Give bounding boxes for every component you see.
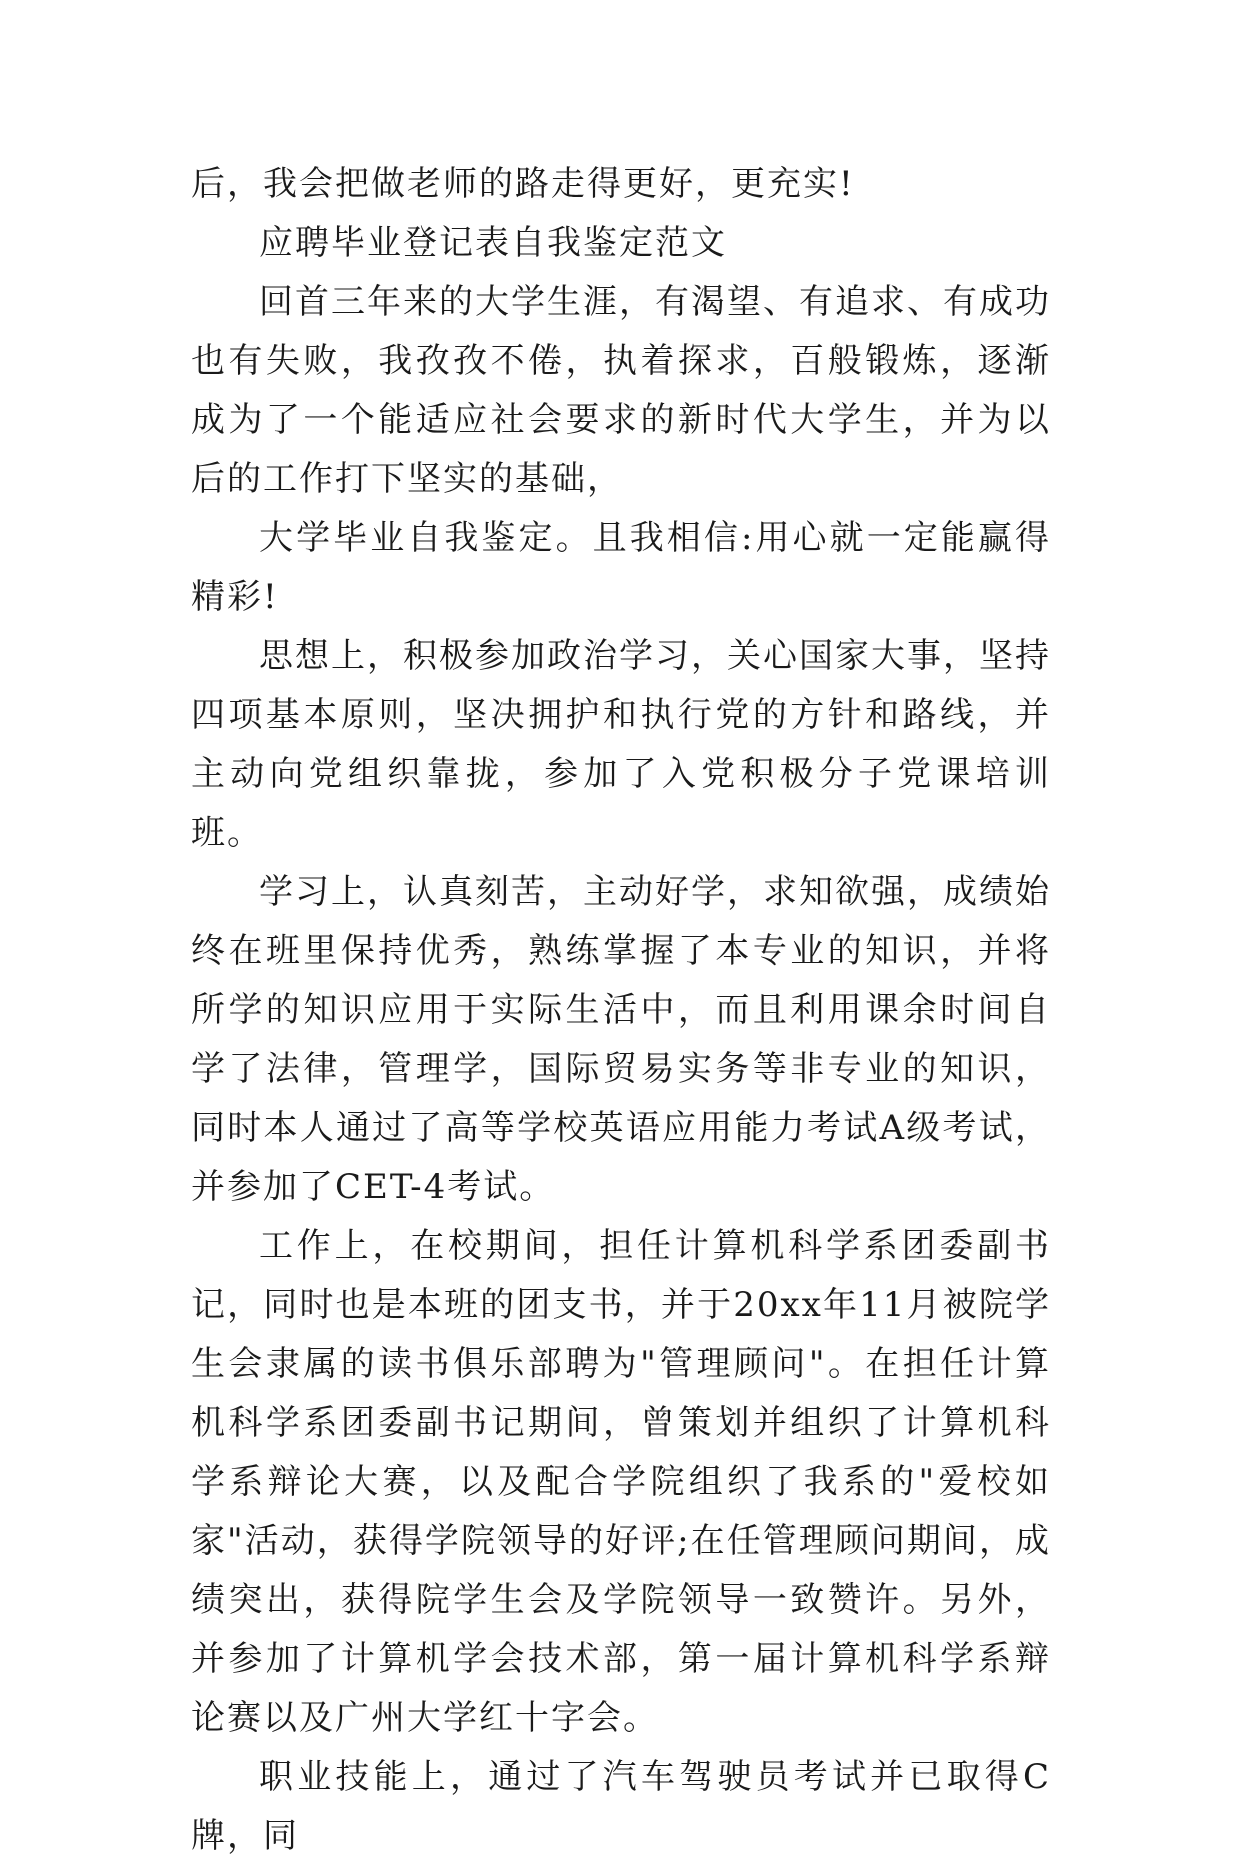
paragraph-skills: 职业技能上，通过了汽车驾驶员考试并已取得C牌，同 bbox=[191, 1757, 1051, 1856]
section-title: 应聘毕业登记表自我鉴定范文 bbox=[259, 223, 727, 263]
paragraph-continuation: 后，我会把做老师的路走得更好，更充实! bbox=[191, 164, 855, 204]
paragraph-belief: 大学毕业自我鉴定。且我相信:用心就一定能赢得精彩! bbox=[191, 518, 1051, 617]
paragraph-thought: 思想上，积极参加政治学习，关心国家大事，坚持四项基本原则，坚决拥护和执行党的方针和路线，并主动向党组织靠拢，参加了入党积极分子党课培训班。 bbox=[191, 636, 1051, 853]
paragraph-work: 工作上，在校期间，担任计算机科学系团委副书记，同时也是本班的团支书，并于20xx年11月被院学生会隶属的读书俱乐部聘为"管理顾问"。在担任计算机科学系团委副书记期间，曾策划并组织了计算机科学系辩论大赛，以及配合学院组织了我系的"爱校如家"活动，获得学院领导的好评;在任管理顾问期间，成绩突出，获得院学生会及学院领导一致赞许。另外，并参加了计算机学会技术部，第一届计算机科学系辩论赛以及广州大学红十字会。 bbox=[191, 1226, 1051, 1738]
paragraph-intro: 回首三年来的大学生涯，有渴望、有追求、有成功也有失败，我孜孜不倦，执着探求，百般锻炼，逐渐成为了一个能适应社会要求的新时代大学生，并为以后的工作打下坚实的基础， bbox=[191, 282, 1051, 499]
paragraph-study: 学习上，认真刻苦，主动好学，求知欲强，成绩始终在班里保持优秀，熟练掌握了本专业的知识，并将所学的知识应用于实际生活中，而且利用课余时间自学了法律，管理学，国际贸易实务等非专业的知识，同时本人通过了高等学校英语应用能力考试A级考试，并参加了CET-4考试。 bbox=[191, 872, 1051, 1207]
document-body bbox=[191, 155, 1051, 1866]
